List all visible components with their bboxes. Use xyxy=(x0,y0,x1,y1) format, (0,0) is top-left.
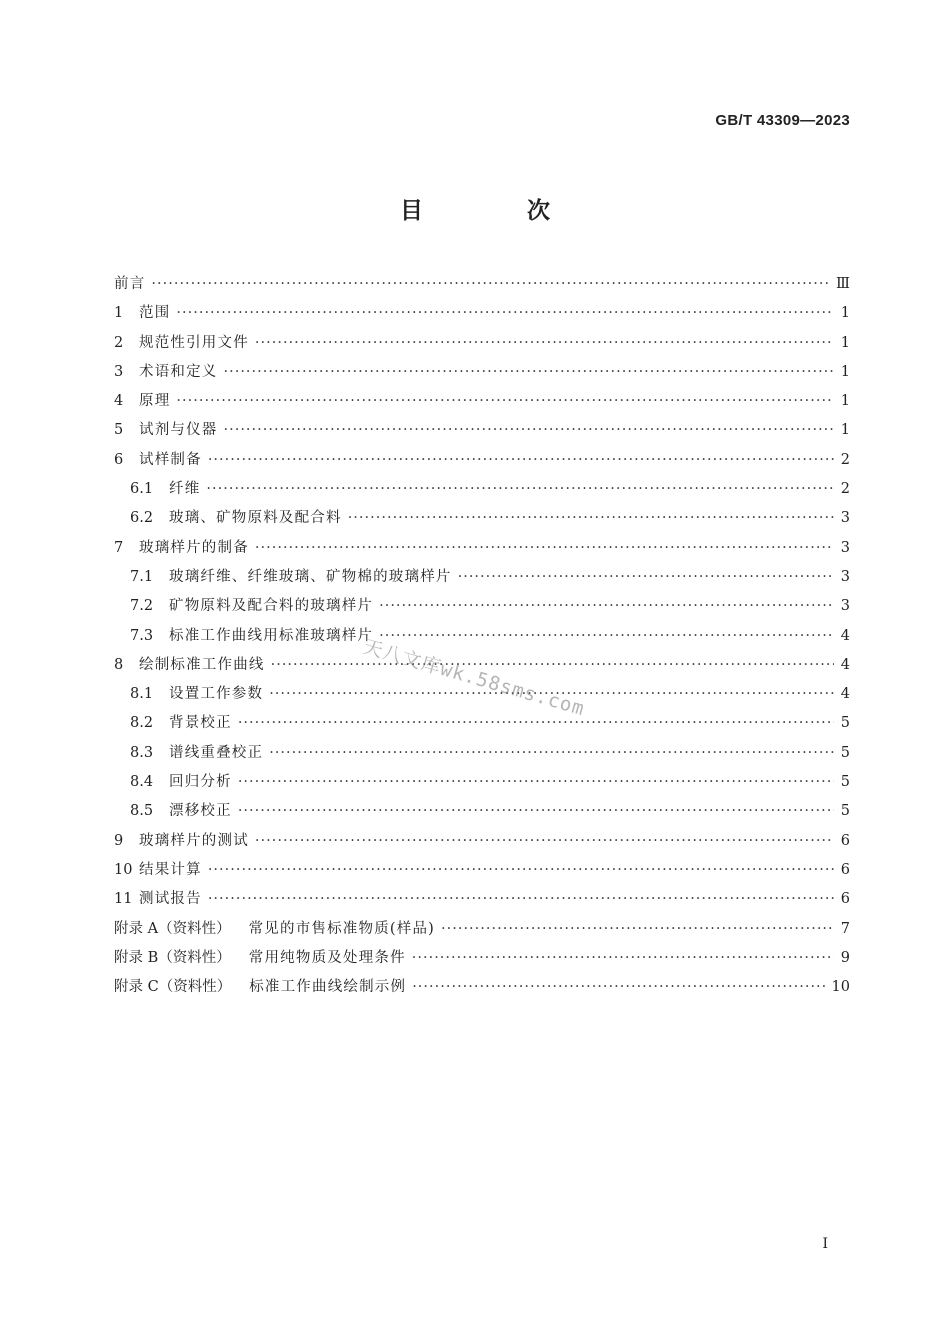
toc-leader-dots xyxy=(208,885,834,914)
toc-leader-dots xyxy=(206,475,834,504)
toc-entry[interactable] xyxy=(114,709,850,738)
toc-entry[interactable] xyxy=(114,944,850,973)
toc-entry[interactable] xyxy=(114,563,850,592)
toc-leader-dots xyxy=(238,768,834,797)
toc-entry-page: 1 xyxy=(840,334,850,351)
toc-leader-dots xyxy=(412,973,825,1002)
toc-entry-page: 5 xyxy=(840,803,850,820)
toc-entry-title: 设置工作参数 xyxy=(169,686,264,703)
toc-entry[interactable] xyxy=(114,915,850,944)
toc-entry[interactable] xyxy=(114,973,850,1002)
toc-entry[interactable] xyxy=(114,827,850,856)
toc-leader-dots xyxy=(271,651,834,680)
toc-entry[interactable] xyxy=(114,270,850,299)
toc-entry-title: 矿物原料及配合料的玻璃样片 xyxy=(169,598,374,615)
toc-entry[interactable] xyxy=(114,504,850,533)
toc-entry-number: 7.2 xyxy=(130,598,154,615)
watermark: 天八文库wk.58sms.com xyxy=(360,635,588,721)
toc-entry[interactable] xyxy=(114,358,850,387)
toc-entry-number: 7.1 xyxy=(130,568,154,585)
toc-entry-title: 背景校正 xyxy=(169,715,232,732)
toc-entry[interactable] xyxy=(114,885,850,914)
toc-entry-number: 6 xyxy=(114,451,124,468)
toc-entry-page: 5 xyxy=(840,744,850,761)
toc-entry-number: 4 xyxy=(114,393,124,410)
toc-entry-number: 7.3 xyxy=(130,627,154,644)
toc-entry-page: 5 xyxy=(840,774,850,791)
toc-entry-page: 3 xyxy=(840,539,850,556)
toc-entry-title: 规范性引用文件 xyxy=(139,334,249,351)
toc-leader-dots xyxy=(238,709,834,738)
toc-entry-number: 5 xyxy=(114,422,124,439)
toc-entry-title: 前言 xyxy=(114,276,146,292)
toc-entry-title: 试样制备 xyxy=(139,451,202,468)
toc-entry[interactable] xyxy=(114,856,850,885)
toc-entry[interactable] xyxy=(114,329,850,358)
toc-entry-page: 3 xyxy=(840,510,850,527)
toc-entry-title: 玻璃、矿物原料及配合料 xyxy=(169,510,342,527)
toc-entry-page: 3 xyxy=(840,598,850,615)
toc-entry[interactable] xyxy=(114,534,850,563)
toc-entry-number: 6.2 xyxy=(130,510,154,527)
toc-leader-dots xyxy=(348,504,834,533)
toc-entry-page: 4 xyxy=(840,656,850,673)
toc-entry[interactable] xyxy=(114,768,850,797)
toc-leader-dots xyxy=(412,944,834,973)
toc-entry-title: 结果计算 xyxy=(139,861,202,878)
toc-leader-dots xyxy=(458,563,834,592)
toc-entry-number: 附录 C（资料性） xyxy=(114,979,232,996)
toc-entry-title: 回归分析 xyxy=(169,774,232,791)
toc-entry-number: 8.4 xyxy=(130,774,154,791)
toc-entry-title: 试剂与仪器 xyxy=(139,422,218,439)
toc-entry-page: 4 xyxy=(840,627,850,644)
toc-entry-title: 漂移校正 xyxy=(169,803,232,820)
toc-entry-title: 玻璃样片的测试 xyxy=(139,832,249,849)
toc-entry-page: 1 xyxy=(840,363,850,380)
toc-entry-title: 范围 xyxy=(139,305,171,322)
toc-leader-dots xyxy=(379,592,834,621)
toc-entry-page: 2 xyxy=(840,451,850,468)
toc-entry-number: 11 xyxy=(114,891,133,908)
toc-entry-title: 测试报告 xyxy=(139,891,202,908)
toc-entry-page: 3 xyxy=(840,568,850,585)
toc-entry-number: 6.1 xyxy=(130,481,154,498)
standard-code: GB/T 43309—2023 xyxy=(715,112,850,129)
toc-entry-number: 1 xyxy=(114,305,124,322)
toc-leader-dots xyxy=(255,534,834,563)
toc-leader-dots xyxy=(255,329,834,358)
toc-entry-page: 4 xyxy=(840,686,850,703)
toc-leader-dots xyxy=(176,387,834,416)
toc-entry-title: 玻璃样片的制备 xyxy=(139,539,249,556)
toc-entry-title: 玻璃纤维、纤维玻璃、矿物棉的玻璃样片 xyxy=(169,568,452,585)
page-title: 目 次 xyxy=(399,198,598,224)
table-of-contents xyxy=(114,270,850,1002)
toc-entry-title: 纤维 xyxy=(169,481,201,498)
toc-entry-number: 8.3 xyxy=(130,744,154,761)
toc-entry-number: 附录 B（资料性） xyxy=(114,949,231,966)
toc-leader-dots xyxy=(379,622,834,651)
toc-entry-title: 绘制标准工作曲线 xyxy=(139,656,265,673)
toc-leader-dots xyxy=(441,915,834,944)
toc-leader-dots xyxy=(208,856,834,885)
toc-entry[interactable] xyxy=(114,797,850,826)
toc-entry[interactable] xyxy=(114,299,850,328)
toc-leader-dots xyxy=(208,446,834,475)
toc-leader-dots xyxy=(151,270,830,299)
toc-entry[interactable] xyxy=(114,592,850,621)
toc-leader-dots xyxy=(224,416,835,445)
toc-entry-number: 8 xyxy=(114,656,124,673)
page-number: I xyxy=(822,1236,828,1252)
toc-entry[interactable] xyxy=(114,387,850,416)
toc-entry-page: 1 xyxy=(840,305,850,322)
toc-entry-page: 10 xyxy=(831,979,850,996)
toc-entry-title: 标准工作曲线绘制示例 xyxy=(249,979,407,996)
toc-leader-dots xyxy=(269,739,834,768)
toc-entry-title: 标准工作曲线用标准玻璃样片 xyxy=(169,627,374,644)
toc-entry-page: 6 xyxy=(840,861,850,878)
toc-entry-page: 1 xyxy=(840,393,850,410)
toc-entry[interactable] xyxy=(114,416,850,445)
toc-entry[interactable] xyxy=(114,739,850,768)
toc-entry-number: 8.2 xyxy=(130,715,154,732)
toc-entry-number: 2 xyxy=(114,334,124,351)
toc-entry-page: 9 xyxy=(840,949,850,966)
toc-entry-number: 8.5 xyxy=(130,803,154,820)
toc-entry-page: 6 xyxy=(840,832,850,849)
toc-leader-dots xyxy=(255,827,834,856)
toc-entry-page: 5 xyxy=(840,715,850,732)
toc-entry-title: 谱线重叠校正 xyxy=(169,744,264,761)
toc-entry-title: 术语和定义 xyxy=(139,363,218,380)
toc-entry-page: 6 xyxy=(840,891,850,908)
toc-leader-dots xyxy=(176,299,834,328)
toc-entry[interactable] xyxy=(114,475,850,504)
toc-entry-page: 2 xyxy=(840,481,850,498)
toc-entry-number: 9 xyxy=(114,832,124,849)
toc-entry-title: 原理 xyxy=(139,393,171,410)
toc-entry[interactable] xyxy=(114,446,850,475)
toc-leader-dots xyxy=(224,358,835,387)
toc-entry-page: Ⅲ xyxy=(836,276,850,292)
toc-entry-number: 10 xyxy=(114,861,133,878)
toc-entry[interactable] xyxy=(114,622,850,651)
toc-entry-page: 7 xyxy=(840,920,850,937)
toc-entry-number: 3 xyxy=(114,363,124,380)
toc-entry-title: 常见的市售标准物质(样品) xyxy=(248,920,436,937)
toc-entry-number: 8.1 xyxy=(130,686,154,703)
toc-leader-dots xyxy=(238,797,834,826)
toc-entry-number: 附录 A（资料性） xyxy=(114,920,231,937)
toc-entry-number: 7 xyxy=(114,539,124,556)
toc-entry-title: 常用纯物质及处理条件 xyxy=(248,949,406,966)
toc-entry-page: 1 xyxy=(840,422,850,439)
